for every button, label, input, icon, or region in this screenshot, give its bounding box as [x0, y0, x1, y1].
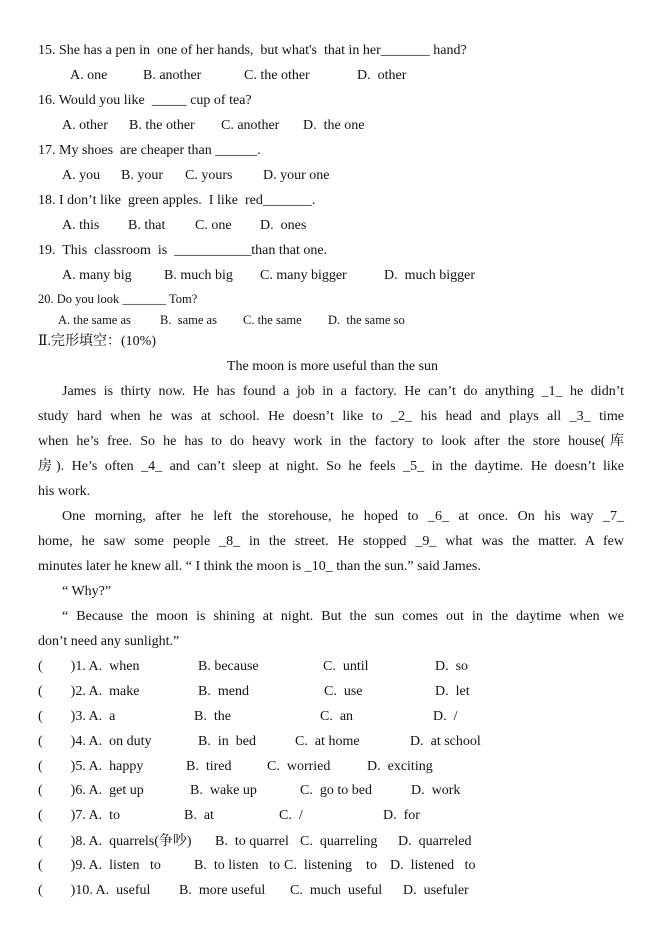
answer-number: ( )3. A. a [38, 709, 116, 724]
answer-row-6 [38, 782, 638, 800]
option: B. that [128, 218, 166, 233]
answer-row-7 [38, 807, 638, 825]
option: B. mend [198, 684, 249, 699]
option: C. much useful [290, 883, 383, 898]
option: D. ones [260, 218, 307, 233]
option: B. the other [129, 118, 195, 133]
option: D. usefuler [403, 883, 469, 898]
option: B. more useful [179, 883, 266, 898]
passage-line: “ Why?” [62, 584, 112, 599]
answer-number: ( )6. A. get up [38, 783, 144, 798]
answer-row-10 [38, 882, 638, 900]
question-19-stem: 19. This classroom is ___________than that one. [38, 243, 328, 258]
option: D. quarreled [398, 834, 472, 849]
option: C. go to bed [300, 783, 372, 798]
option: D. for [383, 808, 420, 823]
question-16-stem: 16. Would you like _____ cup of tea? [38, 93, 252, 108]
option: D. the same so [328, 313, 405, 327]
passage-line: “ Because the moon is shining at night. But the sun comes out in the daytime when we [62, 609, 624, 624]
passage-line: One morning, after he left the storehouse, he hoped to _6_ at once. On his way _7_ [62, 509, 624, 524]
option: D. at school [410, 734, 481, 749]
option: B. tired [186, 759, 232, 774]
answer-row-3 [38, 708, 638, 726]
option: C. the same [243, 313, 302, 327]
passage-line: study hard when he was at school. He doesn’t like to _2_ his head and plays all _3_ time [38, 409, 624, 424]
answer-number: ( )1. A. when [38, 659, 140, 674]
passage-title: The moon is more useful than the sun [226, 359, 439, 374]
option: C. listening to [284, 858, 377, 873]
option: B. same as [160, 313, 217, 327]
passage-line: James is thirty now. He has found a job in a factory. He can’t do anything _1_ he didn’t [62, 384, 624, 399]
option: C. many bigger [260, 268, 347, 283]
passage-line: minutes later he knew all. “ I think the moon is _10_ than the sun.” said James. [38, 559, 481, 574]
answer-number: ( )10. A. useful [38, 883, 151, 898]
option: D. the one [303, 118, 365, 133]
option: C. the other [244, 68, 310, 83]
answer-row-9 [38, 857, 638, 875]
option: D. / [433, 709, 458, 724]
option: D. exciting [367, 759, 433, 774]
option: D. let [435, 684, 470, 699]
option: A. you [62, 168, 101, 183]
option: A. this [62, 218, 100, 233]
passage-line: don’t need any sunlight.” [38, 634, 180, 649]
option: C. one [195, 218, 232, 233]
option: B. another [143, 68, 202, 83]
answer-number: ( )4. A. on duty [38, 734, 152, 749]
option: B. in bed [198, 734, 256, 749]
passage-line: 房). He’s often _4_ and can’t sleep at night. So he feels _5_ in the daytime. He doesn’t like [38, 459, 624, 474]
answer-row-8 [38, 833, 638, 851]
question-20-stem: 20. Do you look _______ Tom? [38, 292, 198, 306]
option: B. because [198, 659, 259, 674]
option: D. work [411, 783, 461, 798]
section-heading: Ⅱ.完形填空：(10%) [38, 334, 157, 349]
answer-row-1 [38, 658, 638, 676]
option: A. one [70, 68, 108, 83]
answer-number: ( )7. A. to [38, 808, 121, 823]
passage-line: home, he saw some people _8_ in the street. He stopped _9_ what was the matter. A few [38, 534, 624, 549]
option: C. yours [185, 168, 233, 183]
option: D. other [357, 68, 407, 83]
option: C. until [323, 659, 369, 674]
option: C. worried [267, 759, 331, 774]
option: A. other [62, 118, 108, 133]
question-18-stem: 18. I don’t like green apples. I like red_______. [38, 193, 316, 208]
option: C. use [324, 684, 363, 699]
option: C. at home [295, 734, 360, 749]
option: D. so [435, 659, 469, 674]
passage-line: when he’s free. So he has to do heavy work in the factory to look after the store house(库 [38, 434, 624, 449]
answer-number: ( )5. A. happy [38, 759, 144, 774]
option: C. an [320, 709, 354, 724]
passage-line: his work. [38, 484, 91, 499]
option: B. at [184, 808, 214, 823]
option: B. to listen to [194, 858, 280, 873]
option: B. to quarrel [215, 834, 289, 849]
option: D. much bigger [384, 268, 475, 283]
option: B. much big [164, 268, 233, 283]
option: A. the same as [58, 313, 131, 327]
answer-number: ( )9. A. listen to [38, 858, 161, 873]
option: C. another [221, 118, 280, 133]
answer-number: ( )8. A. quarrels(争吵) [38, 834, 192, 849]
option: B. wake up [190, 783, 257, 798]
answer-number: ( )2. A. make [38, 684, 140, 699]
answer-row-4 [38, 733, 638, 751]
question-17-stem: 17. My shoes are cheaper than ______. [38, 143, 261, 158]
option: C. quarreling [300, 834, 378, 849]
option: D. your one [263, 168, 330, 183]
option: B. the [194, 709, 231, 724]
option: C. / [279, 808, 303, 823]
option: D. listened to [390, 858, 476, 873]
option: A. many big [62, 268, 132, 283]
option: B. your [121, 168, 163, 183]
answer-row-2 [38, 683, 638, 701]
answer-row-5 [38, 758, 638, 776]
question-15-stem: 15. She has a pen in one of her hands, but what's that in her_______ hand? [38, 43, 467, 58]
